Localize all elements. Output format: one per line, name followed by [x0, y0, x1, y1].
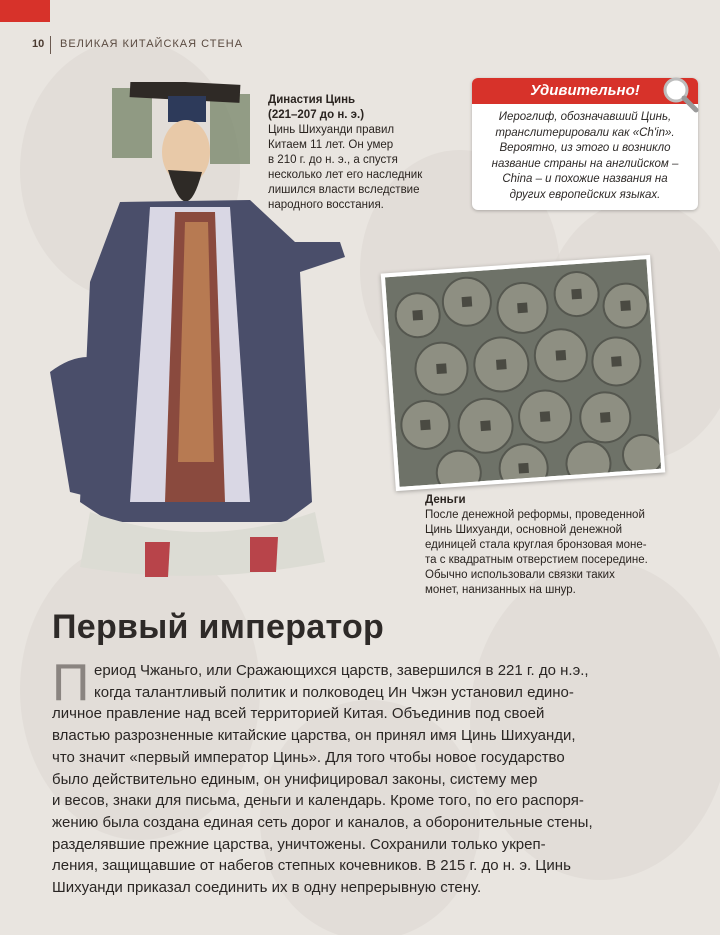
qin-caption-line: несколько лет его наследник: [268, 169, 423, 181]
amazing-fact-line: транслитерировали как «Ch'in».: [495, 126, 675, 139]
amazing-fact-line: других европейских языках.: [509, 188, 661, 201]
drop-cap: П: [52, 654, 90, 712]
qin-caption-dates: (221–207 до н. э.): [268, 109, 365, 121]
money-caption-line: монет, нанизанных на шнур.: [425, 584, 576, 596]
page-number: 10: [32, 38, 45, 50]
article-line: разделявшие прежние царства, уничтожены. Сохранили только укреп-: [52, 835, 546, 853]
amazing-fact-line: China – и похожие названия на: [502, 173, 668, 185]
money-caption-line: та с квадратным отверстием посередине.: [425, 554, 648, 566]
money-caption: [425, 493, 655, 598]
coins-image: [385, 259, 661, 487]
qin-caption-line: в 210 г. до н. э., а спустя: [268, 154, 398, 166]
qin-dynasty-caption: [268, 93, 463, 213]
qin-caption-line: Китаем 11 лет. Он умер: [268, 139, 394, 151]
money-caption-line: Обычно использовали связки таких: [425, 569, 615, 581]
amazing-fact-line: название страны на английском –: [491, 157, 679, 170]
money-caption-title: Деньги: [425, 494, 466, 506]
header-divider: [50, 36, 51, 54]
article-line: жению была создана единая сеть дорог и каналов, а оборонительные стены,: [52, 813, 593, 831]
money-caption-line: Цинь Шихуанди, основной денежной: [425, 524, 623, 536]
qin-caption-title: Династия Цинь: [268, 94, 356, 106]
article-line: что значит «первый император Цинь». Для того чтобы новое государство: [52, 748, 565, 766]
article-line: властью разрозненные китайские царства, он принял имя Цинь Шихуанди,: [52, 727, 576, 745]
coins-photo: [381, 255, 666, 491]
article-heading: Первый император: [52, 608, 385, 646]
article-line: ления, защищавшие от набегов степных кочевников. В 215 г. до н. э. Цинь: [52, 857, 571, 875]
article-line: и весов, знаки для письма, деньги и календарь. Кроме того, по его распоря-: [52, 792, 584, 810]
magnifier-icon: [660, 74, 700, 114]
money-caption-line: единицей стала круглая бронзовая моне-: [425, 539, 647, 551]
red-corner-tab: [0, 0, 50, 22]
running-title: ВЕЛИКАЯ КИТАЙСКАЯ СТЕНА: [60, 38, 244, 50]
money-caption-line: После денежной реформы, проведенной: [425, 509, 645, 521]
qin-caption-line: народного восстания.: [268, 199, 384, 211]
article-line: когда талантливый политик и полководец Ин Чжэн установил едино-: [94, 683, 574, 701]
article-line: Шихуанди приказал соединить их в одну непрерывную стену.: [52, 879, 482, 897]
amazing-fact-text: [480, 110, 690, 203]
article-body: [52, 654, 652, 899]
qin-caption-line: Цинь Шихуанди правил: [268, 124, 395, 136]
qin-caption-line: лишился власти вследствие: [268, 184, 420, 196]
amazing-fact-title: Удивительно!: [472, 78, 698, 104]
article-line: ериод Чжаньго, или Сражающихся царств, завершился в 221 г. до н.э.,: [94, 662, 589, 679]
article-line: личное правление над всей территорией Китая. Объединив под своей: [52, 705, 545, 723]
amazing-fact-line: Иероглиф, обозначавший Цинь,: [498, 111, 672, 123]
article-line: было действительно единым, он унифицировал законы, систему мер: [52, 770, 538, 788]
page-header: [0, 0, 720, 80]
amazing-fact-line: Вероятно, из этого и возникло: [499, 142, 671, 154]
